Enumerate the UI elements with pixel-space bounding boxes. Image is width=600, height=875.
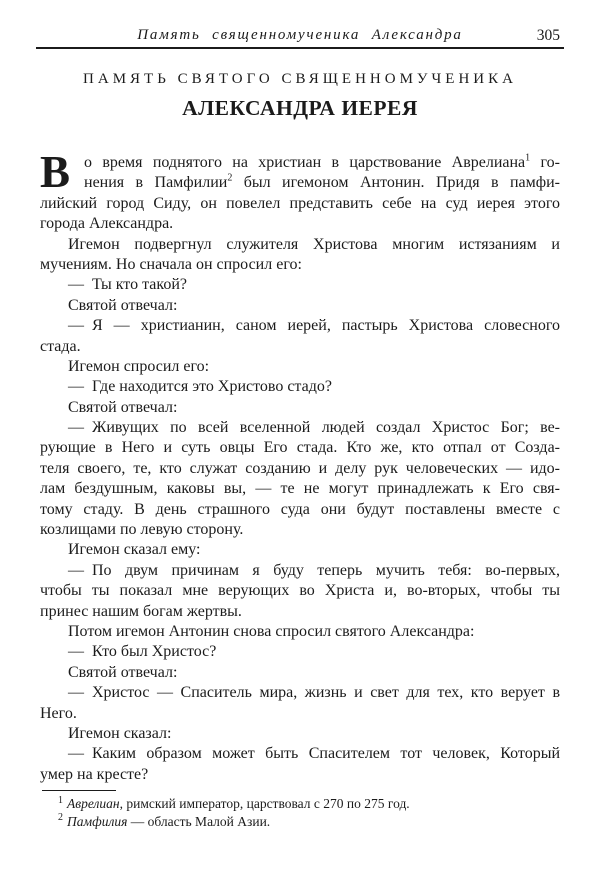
text-line: мучениям. Но сначала он спросил его: xyxy=(40,255,302,273)
text-line: — Живущих по всей вселенной людей создал Христос Бог; ве- xyxy=(68,419,560,437)
text-line: — По двум причинам я буду теперь мучить тебя: во-первых, xyxy=(68,561,560,579)
text-line: — Кто был Христос? xyxy=(68,643,217,661)
footnote-marker: 2 xyxy=(58,812,63,823)
footnote-text-segment: — область Малой Азии. xyxy=(127,813,271,829)
header-rule xyxy=(36,47,564,49)
footnote-text-segment: , римский император, царствовал с 270 по 275 год. xyxy=(119,796,410,811)
text-line: нения в Памфилии$^2$ был игемоном Антонин. Придя в памфи- xyxy=(84,173,560,192)
text-line: Игемон спросил его: xyxy=(68,357,210,375)
text-line: о время поднятого на христиан в царствование Аврелиана$^1$ го- xyxy=(84,152,560,171)
text-line: — Ты кто такой? xyxy=(68,276,187,294)
text-line: — Каким образом может быть Спасителем тот человек, Который xyxy=(68,745,560,763)
text-line: Святой отвечал: xyxy=(68,296,178,314)
text-line: Него. xyxy=(40,704,77,722)
text-line: козлищами по левую сторону. xyxy=(40,521,244,539)
text-line: Святой отвечал: xyxy=(68,663,178,681)
text-line: — Христос — Спаситель мира, жизнь и свет для тех, кто верует в xyxy=(68,684,560,702)
text-line: чтобы ты показал мне верующих во Христа и, во-вторых, чтобы ты xyxy=(40,582,560,600)
text-line: Игемон сказал ему: xyxy=(68,541,201,559)
footnote-text-segment: Аврелиан xyxy=(67,796,120,811)
footnote xyxy=(40,795,560,813)
footnote-ref: 1 xyxy=(525,152,531,164)
section-title-line2: АЛЕКСАНДРА ИЕРЕЯ xyxy=(182,96,418,120)
text-line: тому стаду. В день страшного суда они будут поставлены вместе с xyxy=(40,500,560,518)
footnote-text-segment: Памфилия xyxy=(67,813,128,829)
text-line: лийский город Сиду, он повелел представить себе на суд иерея этого xyxy=(40,194,560,212)
text-line: теля своего, те, кто служат созданию и делу рук человеческих — идо- xyxy=(40,459,560,477)
text-line: рующие в Него и суть овцы Его стада. Кто же, кто отпал от Созда- xyxy=(40,439,560,457)
text-line: стада. xyxy=(40,337,81,355)
drop-cap: В xyxy=(40,147,71,197)
page-number: 305 xyxy=(536,27,560,44)
text-line: Игемон подвергнул служителя Христова многим истязаниям и xyxy=(68,235,560,253)
text-line: города Александра. xyxy=(40,215,174,233)
text-line: умер на кресте? xyxy=(40,765,149,783)
running-header xyxy=(0,27,600,47)
footnotes xyxy=(40,790,560,830)
section-title-line1: ПАМЯТЬ СВЯТОГО СВЯЩЕННОМУЧЕНИКА xyxy=(83,71,517,87)
text-line: Потом игемон Антонин снова спросил святого Александра: xyxy=(68,622,475,640)
text-line: — Я — христианин, саном иерей, пастырь Христова словесного xyxy=(68,317,560,335)
running-title: Память священномученика Александра xyxy=(137,27,463,43)
body-text xyxy=(40,147,560,785)
text-line: — Где находится это Христово стадо? xyxy=(68,378,332,396)
footnote-ref: 2 xyxy=(227,173,233,185)
footnote-marker: 1 xyxy=(58,794,63,806)
text-line: принес нашим богам жертвы. xyxy=(40,602,242,620)
text-line: лам бездушным, каковы вы, — те не могут принадлежать к Его свя- xyxy=(40,480,560,498)
text-line: Игемон сказал: xyxy=(68,724,172,742)
footnote xyxy=(40,813,560,831)
text-line: Святой отвечал: xyxy=(68,398,178,416)
footnote-rule xyxy=(42,790,116,791)
